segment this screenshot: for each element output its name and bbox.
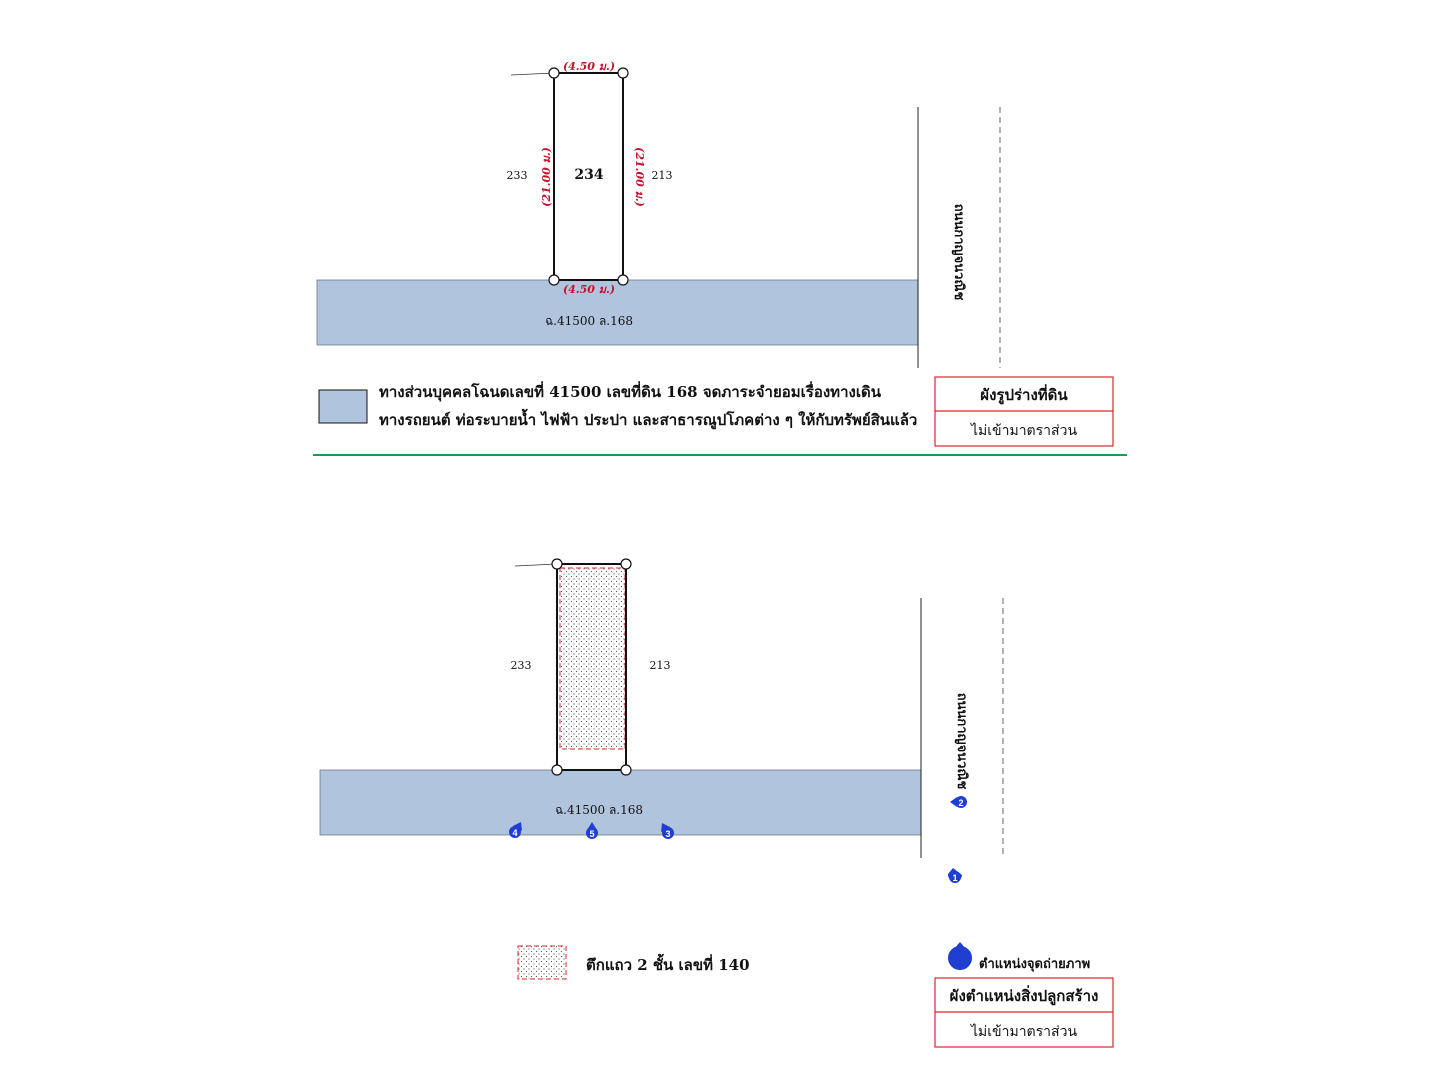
top-road-strip: [317, 280, 918, 345]
top-dim-top: (4.50 ม.): [562, 60, 616, 73]
corner-marker: [549, 68, 559, 78]
top-title-box-subtitle: ไม่เข้ามาตราส่วน: [970, 423, 1078, 439]
photo-marker-label: 2: [958, 798, 964, 808]
top-legend-line1: ทางส่วนบุคคลโฉนดเลขที่ 41500 เลขที่ดิน 168 จดภาระจำยอมเรื่องทางเดิน: [379, 383, 881, 401]
top-legend-line2: ทางรถยนต์ ท่อระบายน้ำ ไฟฟ้า ประปา และสาธารณูปโภคต่าง ๆ ให้กับทรัพย์สินแล้ว: [379, 411, 918, 429]
corner-marker: [552, 765, 562, 775]
photo-legend-label: ตำแหน่งจุดถ่ายภาพ: [979, 957, 1091, 972]
bottom-road-name: ถนนกาญจนวณิช: [954, 692, 969, 790]
bottom-title-box-title: ผังตำแหน่งสิ่งปลูกสร้าง: [949, 987, 1099, 1005]
photo-marker-label: 4: [512, 828, 518, 838]
top-leader-line: [511, 73, 554, 75]
corner-marker: [618, 275, 628, 285]
corner-marker: [621, 765, 631, 775]
top-title-box-title: ผังรูปร่างที่ดิน: [980, 386, 1068, 404]
bottom-leader-line: [515, 564, 557, 566]
bottom-plan: [320, 559, 1113, 1047]
corner-marker: [549, 275, 559, 285]
corner-marker: [552, 559, 562, 569]
photo-marker-label: 1: [952, 873, 958, 883]
building-legend-label: ตึกแถว 2 ชั้น เลขที่ 140: [586, 956, 750, 974]
top-parcel-number: 234: [574, 167, 604, 183]
building-footprint: [560, 568, 625, 749]
corner-marker: [621, 559, 631, 569]
top-legend-swatch: [319, 390, 367, 423]
photo-marker-label: 5: [589, 829, 595, 839]
bottom-neighbor-right: 213: [649, 659, 671, 672]
top-road-name: ถนนกาญจนวณิช: [951, 203, 966, 301]
top-neighbor-left: 233: [506, 169, 528, 182]
bottom-title-box-subtitle: ไม่เข้ามาตราส่วน: [970, 1024, 1078, 1040]
photo-marker-icon: [948, 868, 962, 883]
top-plan: [317, 60, 1113, 446]
photo-marker-label: 3: [665, 829, 671, 839]
photo-marker-icon: [950, 796, 967, 808]
top-neighbor-right: 213: [651, 169, 673, 182]
top-dim-right: (21.00 ม.): [633, 147, 646, 207]
bottom-neighbor-left: 233: [510, 659, 532, 672]
top-road-strip-label: ฉ.41500 ล.168: [544, 314, 634, 328]
corner-marker: [618, 68, 628, 78]
top-dim-bottom: (4.50 ม.): [562, 283, 616, 296]
bottom-road-strip-label: ฉ.41500 ล.168: [554, 803, 644, 817]
top-dim-left: (21.00 ม.): [540, 147, 553, 207]
photo-legend-icon: [948, 942, 972, 970]
building-legend-swatch: [518, 946, 566, 979]
